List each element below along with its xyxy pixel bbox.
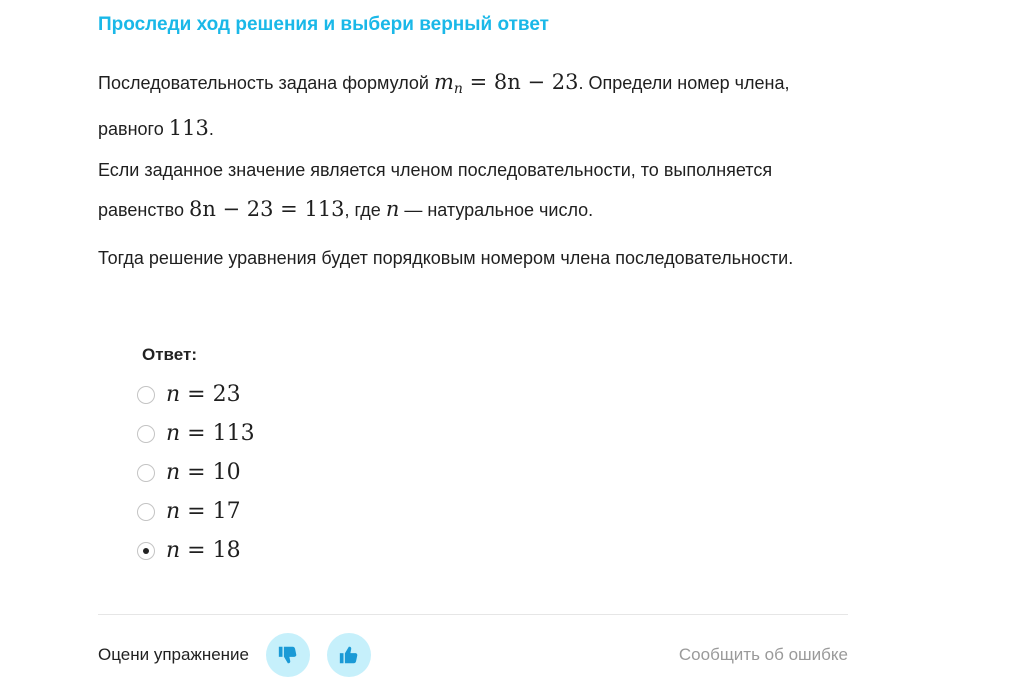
answer-label: Ответ: xyxy=(142,345,197,364)
statement-text: . Определи номер члена, равного xyxy=(98,73,790,139)
rate-exercise-label: Оцени упражнение xyxy=(98,645,249,664)
answer-option[interactable] xyxy=(137,453,255,492)
answer-option[interactable] xyxy=(137,492,255,531)
option-label: n = 113 xyxy=(166,421,255,446)
answer-option[interactable] xyxy=(137,375,255,414)
answer-option[interactable] xyxy=(137,531,255,570)
option-label: n = 17 xyxy=(166,499,241,524)
report-error-link[interactable]: Сообщить об ошибке xyxy=(678,645,848,664)
exercise-title: Проследи ход решения и выбери верный ответ xyxy=(98,14,549,35)
natural-variable: n xyxy=(385,197,400,221)
option-label: n = 23 xyxy=(166,382,241,407)
footer-divider xyxy=(98,614,848,615)
rating-footer xyxy=(98,633,848,677)
option-label: n = 10 xyxy=(166,460,241,485)
target-number: 113 xyxy=(168,116,209,140)
radio-button[interactable] xyxy=(137,503,155,521)
radio-button[interactable] xyxy=(137,464,155,482)
option-label: n = 18 xyxy=(166,538,241,563)
statement-text: Последовательность задана формулой xyxy=(98,73,434,93)
answer-options xyxy=(137,375,255,570)
problem-statement: Последовательность задана формулой $m_n = 8n - 23$. Определи номер члена, равного 113. xyxy=(98,70,790,140)
equation-formula: 8n − 23 = 113 xyxy=(188,197,345,221)
dislike-button[interactable] xyxy=(266,633,310,677)
solution-step-1: Если заданное значение является членом последовательности, то выполняется равенство 8n − 23 = 113, где n — натуральное число. xyxy=(98,160,773,221)
thumbs-up-icon xyxy=(338,644,360,666)
thumbs-down-icon xyxy=(277,644,299,666)
like-button[interactable] xyxy=(327,633,371,677)
radio-button[interactable] xyxy=(137,542,155,560)
solution-step-2: Тогда решение уравнения будет порядковым номером члена последовательности. xyxy=(98,248,794,268)
sequence-formula: $m_n = 8n - 23$ xyxy=(433,70,579,97)
radio-button[interactable] xyxy=(137,386,155,404)
radio-button[interactable] xyxy=(137,425,155,443)
answer-option[interactable] xyxy=(137,414,255,453)
